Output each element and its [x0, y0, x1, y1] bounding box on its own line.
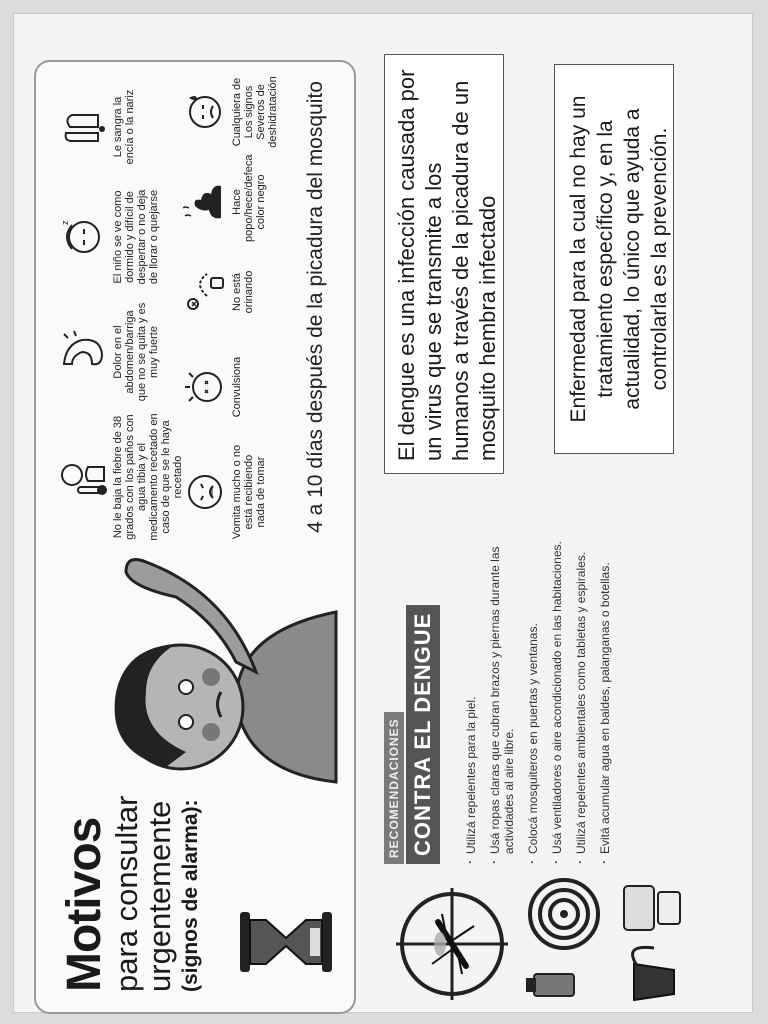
alarm-sign [183, 442, 267, 542]
alarm-sign [183, 154, 267, 242]
title-line2: para consultar [109, 795, 144, 992]
title-main: Motivos [58, 817, 111, 992]
sign-label: Hace popo/hece/defeca color negro [231, 154, 267, 242]
dehydration-icon [183, 90, 227, 134]
alarm-sign [58, 302, 160, 402]
thermometer-icon [58, 455, 108, 499]
recommendations-list [464, 504, 622, 864]
list-item: · Colocá mosquiteros en puertas y ventanas. [526, 504, 540, 864]
list-item: · Utilizá repelentes ambientales como tabletas y espirales. [574, 504, 588, 864]
sign-label: Vomita mucho o no está recibiendo nada de tomar [231, 444, 267, 540]
sign-label: No le baja la fiebre de 38 grados con los paños con agua tibia y el medicamento recetado en caso de que se le haya recetado [112, 413, 184, 541]
sleepy-child-icon [58, 215, 108, 259]
sick-child-illustration [86, 552, 346, 812]
sign-label: Dolor en el abdomen/barriga que no se quita y es muy fuerte [112, 302, 160, 402]
alarm-sign [58, 82, 136, 172]
bleeding-nose-icon [58, 105, 108, 149]
svg-text:z: z [60, 220, 70, 225]
repellent-bottle-icon [526, 974, 574, 996]
alarm-sign [183, 342, 243, 432]
reco-label-big: CONTRA EL DENGUE [406, 605, 440, 864]
alarm-signs-grid [58, 72, 298, 542]
dengue-treatment-box: Enfermedad para la cual no hay un tratamiento específico y, en la actualidad, lo único que ayuda a controlarla es la prevención. [554, 64, 674, 454]
laundry-icon [624, 886, 680, 930]
sign-label: Convulsiona [231, 356, 243, 418]
sign-label: Cualquiera de Los signos Severos de deshidratación [231, 76, 279, 148]
mosquito-target-icon [392, 884, 512, 1004]
alarm-signs-card [34, 60, 356, 1014]
recommendations-section [374, 494, 734, 1014]
alarm-sign [58, 412, 184, 542]
vomit-icon [183, 470, 227, 514]
title-line3: urgentemente [142, 800, 177, 992]
list-item: · Utilizá repelentes para la piel. [464, 504, 478, 864]
dengue-definition-box: El dengue es una infección causada por un virus que se transmite a los humanos a través de la picadura de un mosquito hembra infectado [384, 54, 504, 474]
no-urine-icon [183, 270, 227, 314]
stomach-icon [58, 330, 108, 374]
onset-note: 4 a 10 días después de la picadura del mosquito [304, 81, 327, 533]
alarm-sign [58, 182, 160, 292]
alarm-sign [183, 72, 279, 152]
sign-label: No está orinando [231, 270, 255, 314]
list-item: · Usá ropas claras que cubran brazos y piernas durante las actividades al aire libre. [488, 504, 516, 864]
bucket-icon [633, 947, 674, 1000]
hourglass-icon [236, 902, 336, 982]
mosquito-coil-icon [530, 880, 598, 948]
alarm-sign [183, 252, 255, 332]
scanned-page [14, 14, 752, 1012]
title-line4: (signos de alarma): [179, 799, 202, 992]
sign-label: El niño se ve como dormido y difícil de despertar o no deja de llorar o quejarse [112, 189, 160, 285]
seizure-icon [183, 365, 227, 409]
sign-label: Le sangra la encía o la nariz [112, 89, 136, 165]
black-stool-icon [183, 180, 227, 224]
prevention-pictures [524, 874, 724, 1004]
list-item: · Evitá acumular agua en baldes, palanganas o botellas. [598, 504, 612, 864]
list-item: · Usá ventiladores o aire acondicionado en las habitaciones. [550, 504, 564, 864]
reco-label-small: RECOMENDACIONES [384, 712, 404, 864]
recommendations-heading [384, 605, 440, 864]
rotated-content [34, 44, 734, 1014]
